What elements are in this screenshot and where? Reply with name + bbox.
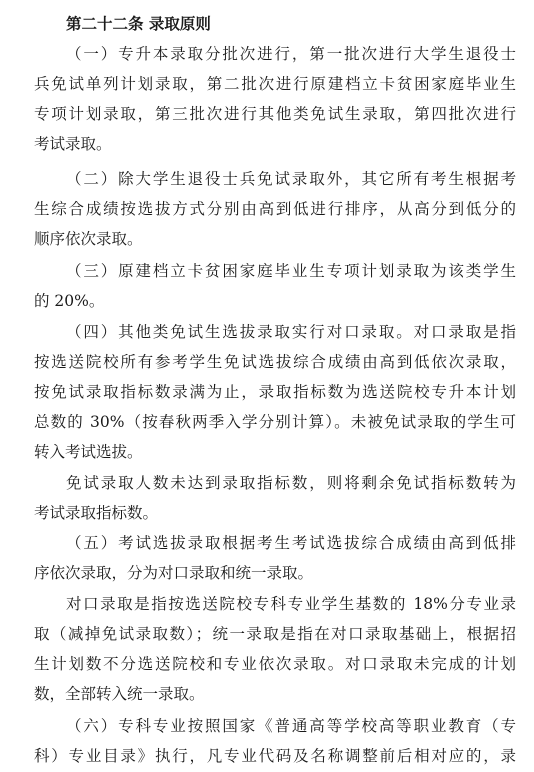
paragraph-line: 对口录取是指按选送院校专科专业学生基数的 18%分专业录 bbox=[66, 595, 516, 613]
paragraph-line: 免试录取人数未达到录取指标数，则将剩余免试指标数转为 bbox=[66, 474, 516, 492]
paragraph-line: 考试录取。 bbox=[34, 135, 112, 153]
paragraph-line: 兵免试单列计划录取，第二批次进行原建档立卡贫困家庭毕业生 bbox=[34, 75, 516, 93]
paragraph-line: （一）专升本录取分批次进行，第一批次进行大学生退役士 bbox=[66, 45, 516, 63]
paragraph-line: 总数的 30%（按春秋两季入学分别计算）。未被免试录取的学生可 bbox=[34, 413, 516, 431]
paragraph-line: （二）除大学生退役士兵免试录取外，其它所有考生根据考 bbox=[66, 170, 516, 188]
paragraph-line: 数，全部转入统一录取。 bbox=[34, 685, 205, 703]
paragraph-line: （五）考试选拔录取根据考生考试选拔综合成绩由高到低排 bbox=[66, 534, 516, 552]
paragraph-line: 的 20%。 bbox=[34, 292, 105, 310]
paragraph-line: 专项计划录取，第三批次进行其他类免试生录取，第四批次进行 bbox=[34, 105, 516, 123]
paragraph-line: 按选送院校所有参考学生免试选拔综合成绩由高到低依次录取， bbox=[34, 353, 516, 371]
article-title: 第二十二条 录取原则 bbox=[66, 14, 211, 33]
paragraph-line: 考试录取指标数。 bbox=[34, 504, 159, 522]
paragraph-line: 转入考试选拔。 bbox=[34, 443, 143, 461]
paragraph-line: 序依次录取，分为对口录取和统一录取。 bbox=[34, 564, 314, 582]
paragraph-line: 取（减掉免试录取数）；统一录取是指在对口录取基础上，根据招 bbox=[34, 625, 516, 643]
paragraph-line: 生计划数不分选送院校和专业依次录取。对口录取未完成的计划 bbox=[34, 655, 516, 673]
paragraph-line: （六）专科专业按照国家《普通高等学校高等职业教育（专 bbox=[66, 717, 516, 735]
paragraph-line: （三）原建档立卡贫困家庭毕业生专项计划录取为该类学生 bbox=[66, 262, 516, 280]
paragraph-line: 按免试录取指标数录满为止，录取指标数为选送院校专升本计划 bbox=[34, 383, 516, 401]
paragraph-line: 科）专业目录》执行，凡专业代码及名称调整前后相对应的，录 bbox=[34, 747, 516, 765]
paragraph-line: 顺序依次录取。 bbox=[34, 230, 143, 248]
paragraph-line: （四）其他类免试生选拔录取实行对口录取。对口录取是指 bbox=[66, 323, 516, 341]
paragraph-line: 生综合成绩按选拔方式分别由高到低进行排序，从高分到低分的 bbox=[34, 200, 516, 218]
